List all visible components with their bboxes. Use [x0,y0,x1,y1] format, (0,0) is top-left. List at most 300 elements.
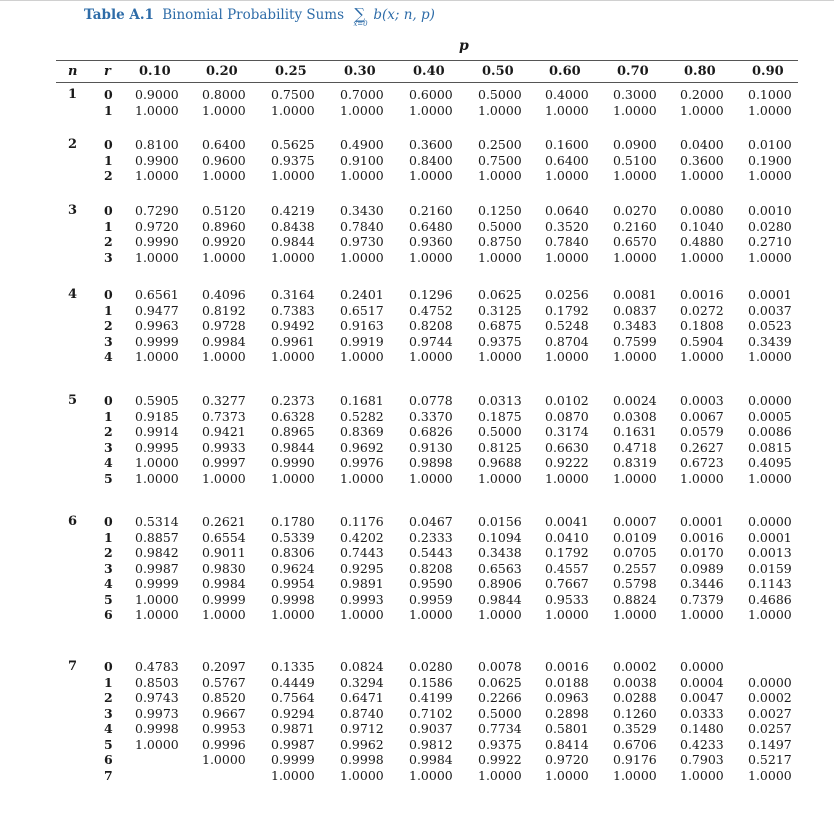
table-cell: 0.9375 [478,736,522,752]
table-cell: 1.0000 [271,249,315,265]
table-cell: 0.0007 [613,514,657,529]
table-cell: 1.0000 [409,349,453,364]
table-cell: 0.1780 [271,514,315,529]
r-value: 2 [104,318,113,333]
table-cell: 0.8100 [135,137,179,152]
table-cell: 0.0002 [748,690,792,705]
table-cell: 0.8520 [202,690,246,705]
r-value: 0 [104,87,113,102]
n-value: 5 [68,393,78,408]
table-cell: 0.9990 [135,234,179,249]
table-cell: 0.9976 [340,455,384,470]
table-cell: 0.3164 [271,287,315,302]
table-cell: 0.9222 [545,455,589,470]
table-cell: 1.0000 [613,470,657,486]
n-value: 6 [68,514,78,529]
table-cell: 0.6517 [340,302,384,318]
table-cell: 1.0000 [613,607,657,622]
table-cell: 0.8306 [271,545,315,560]
table-cell: 0.4686 [748,591,792,607]
table-cell: 0.9844 [478,591,522,607]
table-cell: 0.7840 [340,218,384,234]
table-cell: 0.7290 [135,203,179,218]
table-cell: 0.3000 [613,87,657,102]
table-cell: 0.9998 [271,591,315,607]
table-cell: 0.6723 [680,455,724,470]
table-cell: 0.8824 [613,591,657,607]
header-p-0.70: 0.70 [617,64,649,79]
r-value: 6 [104,752,113,767]
table-cell: 0.2710 [748,234,792,249]
table-cell: 0.0272 [680,302,724,318]
table-cell: 0.1176 [340,514,384,529]
table-cell: 0.0188 [545,674,589,690]
table-cell: 1.0000 [135,349,179,364]
table-cell: 0.0001 [748,287,792,302]
table-cell: 0.0410 [545,529,589,545]
table-cell: 0.5217 [748,752,792,767]
table-cell: 1.0000 [478,249,522,265]
table-cell: 0.4880 [680,234,724,249]
table-cell: 0.8704 [545,333,589,349]
table-cell: 0.7443 [340,545,384,560]
table-cell: 0.3483 [613,318,657,333]
table-cell: 0.8906 [478,576,522,591]
table-cell: 0.0003 [680,393,724,408]
r-value: 1 [104,408,113,424]
table-cell: 0.0467 [409,514,453,529]
table-cell: 0.1600 [545,137,589,152]
n-value: 7 [68,659,78,674]
table-cell: 0.8857 [135,529,179,545]
table-cell: 0.0280 [409,659,453,674]
table-cell: 1.0000 [135,249,179,265]
r-value: 2 [104,690,113,705]
r-value: 2 [104,545,113,560]
table-cell: 1.0000 [409,168,453,183]
table-cell: 0.6826 [409,424,453,439]
table-cell: 0.0523 [748,318,792,333]
table-cell: 1.0000 [748,767,792,783]
table-cell: 1.0000 [545,102,589,118]
table-cell: 0.1900 [748,152,792,168]
table-cell: 0.9891 [340,576,384,591]
table-cell: 0.9295 [340,560,384,576]
table-cell: 0.5100 [613,152,657,168]
table-cell: 0.0308 [613,408,657,424]
table-cell: 0.7840 [545,234,589,249]
header-p-0.20: 0.20 [206,64,238,79]
table-cell: 0.9688 [478,455,522,470]
table-cell: 1.0000 [202,249,246,265]
table-cell: 0.9176 [613,752,657,767]
table-cell: 0.9998 [340,752,384,767]
table-cell: 0.9987 [135,560,179,576]
table-cell: 0.9667 [202,705,246,721]
r-value: 1 [104,102,113,118]
table-cell: 0.2557 [613,560,657,576]
table-cell: 0.9984 [409,752,453,767]
table-cell: 0.9999 [271,752,315,767]
table-cell: 0.6563 [478,560,522,576]
table-cell: 0.0004 [680,674,724,690]
table-cell: 0.9919 [340,333,384,349]
table-cell: 0.0038 [613,674,657,690]
table-cell: 0.9953 [202,721,246,736]
table-cell: 0.9961 [271,333,315,349]
table-cell: 0.9692 [340,439,384,455]
header-n: n [68,64,78,79]
table-cell: 0.0086 [748,424,792,439]
table-cell: 0.6328 [271,408,315,424]
table-cell: 0.0963 [545,690,589,705]
table-cell: 0.8750 [478,234,522,249]
r-value: 1 [104,218,113,234]
table-cell: 0.0989 [680,560,724,576]
table-cell: 1.0000 [271,767,315,783]
table-cell: 0.7564 [271,690,315,705]
table-cell: 0.7734 [478,721,522,736]
table-cell: 0.2627 [680,439,724,455]
table-cell: 0.6471 [340,690,384,705]
header-p-0.50: 0.50 [482,64,514,79]
table-cell: 1.0000 [613,102,657,118]
table-cell: 0.6875 [478,318,522,333]
table-cell: 1.0000 [545,470,589,486]
table-cell: 0.9720 [135,218,179,234]
table-cell: 0.9973 [135,705,179,721]
table-cell: 0.6706 [613,736,657,752]
table-cell: 0.7379 [680,591,724,607]
table-cell: 0.2266 [478,690,522,705]
table-cell: 0.1250 [478,203,522,218]
r-value: 1 [104,674,113,690]
table-cell: 0.0047 [680,690,724,705]
r-value: 5 [104,470,113,486]
table-cell: 0.5000 [478,705,522,721]
table-cell: 0.8369 [340,424,384,439]
table-cell: 0.5767 [202,674,246,690]
table-cell: 0.3294 [340,674,384,690]
r-value: 3 [104,705,113,721]
r-value: 4 [104,721,113,736]
table-cell: 0.2500 [478,137,522,152]
table-cell: 0.9962 [340,736,384,752]
r-value: 3 [104,439,113,455]
table-cell: 0.3430 [340,203,384,218]
table-cell: 0.1040 [680,218,724,234]
table-cell: 0.9963 [135,318,179,333]
r-value: 2 [104,424,113,439]
table-cell: 0.9987 [271,736,315,752]
table-cell: 0.1335 [271,659,315,674]
table-cell: 0.5248 [545,318,589,333]
table-cell: 0.8208 [409,318,453,333]
table-cell: 0.5798 [613,576,657,591]
table-cell: 1.0000 [271,168,315,183]
table-cell: 0.9000 [135,87,179,102]
table-cell: 0.9720 [545,752,589,767]
table-cell: 0.0001 [680,514,724,529]
table-cell: 0.1000 [748,87,792,102]
table-cell: 0.5904 [680,333,724,349]
table-cell: 0.8503 [135,674,179,690]
table-cell: 0.0016 [545,659,589,674]
r-value: 2 [104,234,113,249]
r-value: 5 [104,736,113,752]
table-cell: 1.0000 [680,349,724,364]
table-cell: 1.0000 [135,591,179,607]
table-cell: 1.0000 [202,470,246,486]
table-cell: 1.0000 [409,470,453,486]
table-cell: 1.0000 [202,752,246,767]
table-cell: 0.9477 [135,302,179,318]
table-cell: 1.0000 [409,607,453,622]
table-cell: 0.1296 [409,287,453,302]
table-cell: 1.0000 [271,607,315,622]
table-cell: 0.0640 [545,203,589,218]
table-cell: 1.0000 [680,102,724,118]
table-cell: 0.9998 [135,721,179,736]
table-cell: 0.9922 [478,752,522,767]
table-cell: 0.9999 [135,333,179,349]
header-p-0.90: 0.90 [752,64,784,79]
table-cell: 0.5801 [545,721,589,736]
table-cell: 1.0000 [202,607,246,622]
table-cell: 0.4449 [271,674,315,690]
table-cell: 0.9533 [545,591,589,607]
header-p-0.40: 0.40 [413,64,445,79]
table-cell: 1.0000 [545,349,589,364]
r-value: 4 [104,576,113,591]
table-cell: 0.4095 [748,455,792,470]
header-rule-bottom [56,82,798,83]
table-cell: 0.2333 [409,529,453,545]
table-cell: 1.0000 [748,168,792,183]
n-value: 1 [68,87,78,102]
r-value: 1 [104,302,113,318]
table-cell: 0.9011 [202,545,246,560]
table-cell: 1.0000 [680,767,724,783]
table-cell: 0.3439 [748,333,792,349]
table-cell: 0.9360 [409,234,453,249]
table-cell: 0.2373 [271,393,315,408]
n-value: 3 [68,203,78,218]
p-axis-label: p [459,38,469,54]
table-cell: 0.0256 [545,287,589,302]
table-cell: 1.0000 [271,102,315,118]
table-cell: 0.3600 [680,152,724,168]
table-cell: 0.9421 [202,424,246,439]
top-border [0,0,834,1]
table-cell: 0.0109 [613,529,657,545]
r-value: 3 [104,560,113,576]
table-cell: 0.8414 [545,736,589,752]
table-cell: 0.0081 [613,287,657,302]
table-cell: 0.0579 [680,424,724,439]
table-cell: 1.0000 [545,168,589,183]
table-cell: 0.9984 [202,576,246,591]
table-cell: 0.5625 [271,137,315,152]
header-r: r [104,64,111,79]
table-cell: 0.1875 [478,408,522,424]
table-cell: 1.0000 [340,470,384,486]
table-cell: 0.4199 [409,690,453,705]
table-cell: 0.0102 [545,393,589,408]
table-cell: 0.6400 [545,152,589,168]
table-cell: 0.9995 [135,439,179,455]
table-cell: 0.8438 [271,218,315,234]
table-cell: 0.0159 [748,560,792,576]
table-cell: 0.0001 [748,529,792,545]
table-cell: 0.9590 [409,576,453,591]
table-cell: 0.1681 [340,393,384,408]
table-cell: 0.3600 [409,137,453,152]
table-cell: 0.5000 [478,218,522,234]
table-cell: 0.0778 [409,393,453,408]
table-cell: 0.2898 [545,705,589,721]
table-cell: 0.3529 [613,721,657,736]
table-cell: 0.0837 [613,302,657,318]
table-cell: 0.8208 [409,560,453,576]
table-cell: 0.9728 [202,318,246,333]
table-cell: 0.0000 [748,514,792,529]
table-cell: 1.0000 [409,249,453,265]
table-cell: 0.0067 [680,408,724,424]
header-p-0.25: 0.25 [275,64,307,79]
table-cell: 0.9993 [340,591,384,607]
table-cell: 0.1497 [748,736,792,752]
table-cell: 0.8740 [340,705,384,721]
table-cell: 0.5000 [478,424,522,439]
sigma-symbol [353,5,368,28]
table-cell: 0.3446 [680,576,724,591]
table-cell: 0.9984 [202,333,246,349]
table-cell: 0.9842 [135,545,179,560]
sigma-subscript: x=0 [353,20,368,28]
table-cell: 0.3277 [202,393,246,408]
header-p-0.60: 0.60 [549,64,581,79]
table-cell: 1.0000 [478,767,522,783]
table-cell: 0.0625 [478,287,522,302]
r-value: 0 [104,514,113,529]
table-cell: 0.1480 [680,721,724,736]
r-value: 3 [104,249,113,265]
table-cell: 0.0000 [680,659,724,674]
header-p-0.80: 0.80 [684,64,716,79]
table-cell: 1.0000 [478,470,522,486]
table-cell: 0.0013 [748,545,792,560]
table-cell: 0.0400 [680,137,724,152]
table-cell: 0.7903 [680,752,724,767]
table-cell: 0.1792 [545,545,589,560]
table-cell: 0.0625 [478,674,522,690]
table-cell: 1.0000 [748,607,792,622]
table-cell: 0.5314 [135,514,179,529]
table-cell: 0.9375 [271,152,315,168]
table-cell: 1.0000 [478,349,522,364]
table-cell: 0.9914 [135,424,179,439]
table-cell: 0.9712 [340,721,384,736]
table-cell: 1.0000 [340,767,384,783]
table-cell: 0.9743 [135,690,179,705]
table-cell: 0.0313 [478,393,522,408]
table-cell: 0.0078 [478,659,522,674]
title-formula: b(x; n, p) [373,7,435,23]
n-value: 4 [68,287,78,302]
table-cell: 0.0815 [748,439,792,455]
table-cell: 1.0000 [748,349,792,364]
table-cell: 0.0333 [680,705,724,721]
table-cell: 1.0000 [613,168,657,183]
table-cell: 0.0010 [748,203,792,218]
table-cell: 0.0870 [545,408,589,424]
table-cell: 0.0000 [748,393,792,408]
table-cell: 0.7667 [545,576,589,591]
table-cell: 1.0000 [135,470,179,486]
table-cell: 1.0000 [135,455,179,470]
header-p-0.10: 0.10 [139,64,171,79]
r-value: 0 [104,659,113,674]
table-cell: 0.0156 [478,514,522,529]
table-cell: 0.0100 [748,137,792,152]
table-cell: 0.0280 [748,218,792,234]
table-cell: 0.5339 [271,529,315,545]
table-cell: 0.9871 [271,721,315,736]
table-cell: 0.6480 [409,218,453,234]
table-cell: 0.9185 [135,408,179,424]
table-cell: 0.3370 [409,408,453,424]
table-cell: 0.0002 [613,659,657,674]
table-cell: 0.0000 [748,674,792,690]
r-value: 1 [104,529,113,545]
table-cell: 0.6630 [545,439,589,455]
r-value: 2 [104,168,113,183]
table-cell: 0.9996 [202,736,246,752]
table-cell: 0.4718 [613,439,657,455]
table-cell: 0.1586 [409,674,453,690]
table-cell: 0.8965 [271,424,315,439]
table-cell: 0.7373 [202,408,246,424]
table-cell: 0.4096 [202,287,246,302]
table-cell: 0.5282 [340,408,384,424]
table-cell: 0.9624 [271,560,315,576]
table-cell: 0.1792 [545,302,589,318]
table-cell: 0.9375 [478,333,522,349]
table-cell: 0.0257 [748,721,792,736]
table-cell: 0.1808 [680,318,724,333]
table-cell: 0.9744 [409,333,453,349]
table-label: Table A.1 [84,7,154,23]
table-cell: 0.5443 [409,545,453,560]
table-cell: 0.7599 [613,333,657,349]
table-cell: 1.0000 [680,168,724,183]
table-cell: 0.4752 [409,302,453,318]
table-cell: 0.3174 [545,424,589,439]
table-cell: 0.0705 [613,545,657,560]
table-cell: 0.5000 [478,87,522,102]
table-cell: 0.9898 [409,455,453,470]
table-cell: 0.1260 [613,705,657,721]
table-cell: 0.4900 [340,137,384,152]
table-cell: 0.9844 [271,439,315,455]
table-cell: 0.8192 [202,302,246,318]
table-cell: 0.2097 [202,659,246,674]
table-cell: 1.0000 [680,249,724,265]
table-cell: 0.5905 [135,393,179,408]
table-cell: 0.7383 [271,302,315,318]
table-cell: 0.9037 [409,721,453,736]
